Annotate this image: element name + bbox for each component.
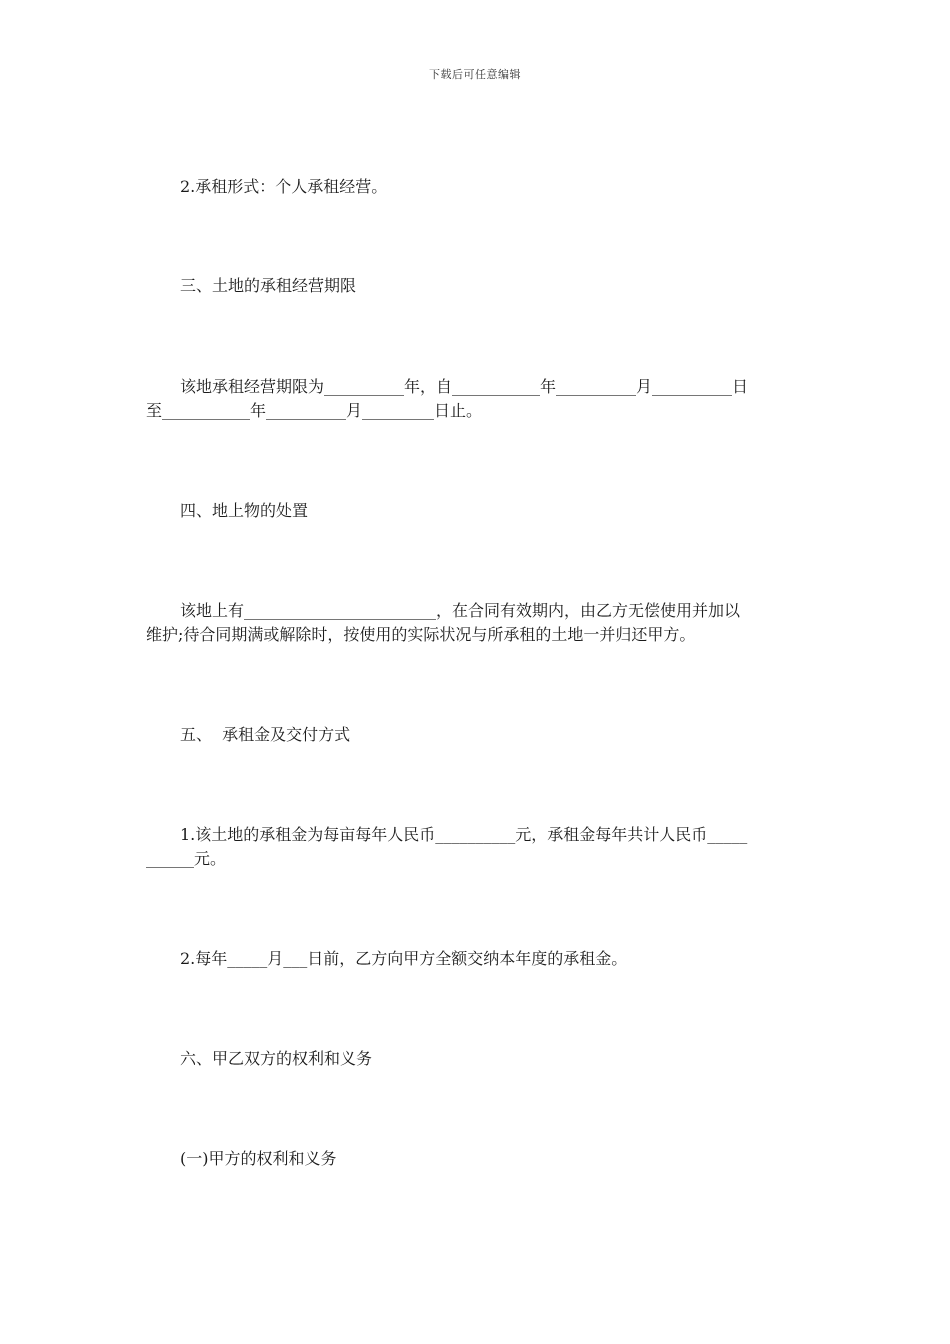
section-5-item-2: 2.每年_____月___日前，乙方向甲方全额交纳本年度的承租金。 <box>180 949 628 968</box>
section-6-subsection-1: (一)甲方的权利和义务 <box>180 1149 337 1168</box>
section-5-item-1-line-1: 1.该土地的承租金为每亩每年人民币__________元，承租金每年共计人民币_____ <box>180 825 748 844</box>
page-header: 下载后可任意编辑 <box>429 68 521 81</box>
section-4-line-2: 维护;待合同期满或解除时，按使用的实际状况与所承租的土地一并归还甲方。 <box>146 625 696 644</box>
section-3-line-2: 至___________年__________月_________日止。 <box>146 401 483 420</box>
section-5-title: 五、 承租金及交付方式 <box>180 725 351 744</box>
section-6-title: 六、甲乙双方的权利和义务 <box>180 1049 373 1068</box>
section-5-item-1-line-2: ______元。 <box>146 849 227 868</box>
section-4-title: 四、地上物的处置 <box>180 501 309 520</box>
item-2-rental-form: 2.承租形式：个人承租经营。 <box>180 177 388 196</box>
section-3-line-1: 该地承租经营期限为__________年，自___________年__________月__________日 <box>180 377 749 396</box>
section-3-title: 三、土地的承租经营期限 <box>180 276 357 295</box>
section-4-line-1: 该地上有________________________，在合同有效期内，由乙方无偿使用并加以 <box>180 601 741 620</box>
